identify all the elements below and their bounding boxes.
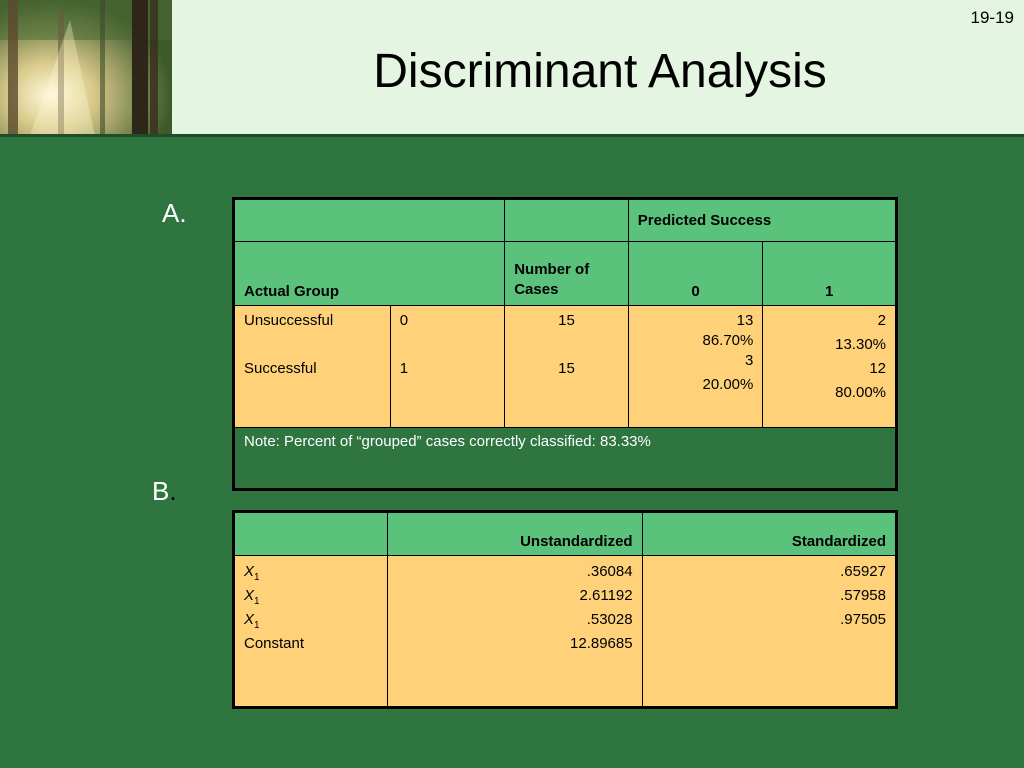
classification-note: Note: Percent of “grouped” cases correctly classified: 83.33% <box>234 428 897 490</box>
predicted-1-header: 1 <box>763 242 897 306</box>
unstandardized-value: 2.61192 <box>579 587 633 604</box>
section-b-dot: . <box>169 476 177 506</box>
standardized-header: Standardized <box>642 512 896 556</box>
spacer <box>514 333 619 357</box>
cases-label: Cases <box>514 281 559 298</box>
variable-cell <box>234 556 388 708</box>
slide-title: Discriminant Analysis <box>373 45 827 98</box>
group-name: Unsuccessful <box>244 312 334 329</box>
predicted-1-cell <box>763 306 897 428</box>
table-b-data-row <box>234 556 897 708</box>
group-code: 0 <box>399 312 409 329</box>
table-a-header-top <box>234 199 897 242</box>
predicted-0-cell <box>628 306 763 428</box>
predicted-count: 13 <box>736 312 754 329</box>
predicted-percent: 20.00% <box>702 376 754 393</box>
unstandardized-value: .36084 <box>586 563 633 580</box>
forest-image <box>0 0 172 136</box>
variable-symbol: X <box>244 611 255 628</box>
predicted-count: 12 <box>869 360 886 377</box>
group-name: Successful <box>244 360 317 377</box>
standardized-value <box>652 632 886 656</box>
predicted-count: 2 <box>877 312 886 329</box>
table-a-data-row <box>234 306 897 428</box>
unstandardized-header: Unstandardized <box>388 512 642 556</box>
group-cell <box>234 306 391 428</box>
predicted-count: 3 <box>745 352 754 369</box>
variable-symbol: X <box>244 587 255 604</box>
header-empty-cell <box>505 199 629 242</box>
standardized-value: .65927 <box>840 563 886 580</box>
group-code: 1 <box>399 360 409 377</box>
header-band <box>0 0 1024 136</box>
cases-cell <box>505 306 629 428</box>
predicted-percent: 13.30% <box>835 336 886 353</box>
case-count: 15 <box>558 312 575 329</box>
header-empty-cell <box>234 199 505 242</box>
predicted-0-header: 0 <box>628 242 763 306</box>
unstandardized-cell <box>388 556 642 708</box>
variable-name: Constant <box>244 635 305 652</box>
header-empty-cell <box>234 512 388 556</box>
standardized-value: .57958 <box>840 587 886 604</box>
predicted-percent: 80.00% <box>835 384 886 401</box>
actual-group-header: Actual Group <box>234 242 505 306</box>
predicted-success-header: Predicted Success <box>628 199 896 242</box>
number-of-label: Number of <box>514 261 590 278</box>
variable-name <box>244 560 378 584</box>
section-b-label <box>152 476 177 507</box>
classification-table <box>232 197 898 491</box>
spacer <box>400 333 496 357</box>
variable-subscript: 1 <box>254 620 260 631</box>
header-divider <box>0 134 1024 137</box>
spacer <box>244 333 381 357</box>
number-of-cases-header <box>505 242 629 306</box>
variable-name <box>244 584 378 608</box>
unstandardized-value: .53028 <box>586 611 633 628</box>
variable-subscript: 1 <box>254 596 260 607</box>
variable-name <box>244 608 378 632</box>
case-count: 15 <box>558 360 575 377</box>
coefficients-table <box>232 510 898 709</box>
table-a-header-row <box>234 242 897 306</box>
section-a-label: A. <box>162 198 187 228</box>
predicted-percent: 86.70% <box>702 332 754 349</box>
table-a-note-row <box>234 428 897 490</box>
slide-number: 19-19 <box>970 8 1014 27</box>
variable-subscript: 1 <box>254 572 260 583</box>
unstandardized-value: 12.89685 <box>570 635 633 652</box>
code-cell <box>390 306 505 428</box>
standardized-value: .97505 <box>840 611 886 628</box>
table-b-header-row <box>234 512 897 556</box>
standardized-cell <box>642 556 896 708</box>
section-b-letter: B <box>152 476 170 506</box>
variable-symbol: X <box>244 563 255 580</box>
